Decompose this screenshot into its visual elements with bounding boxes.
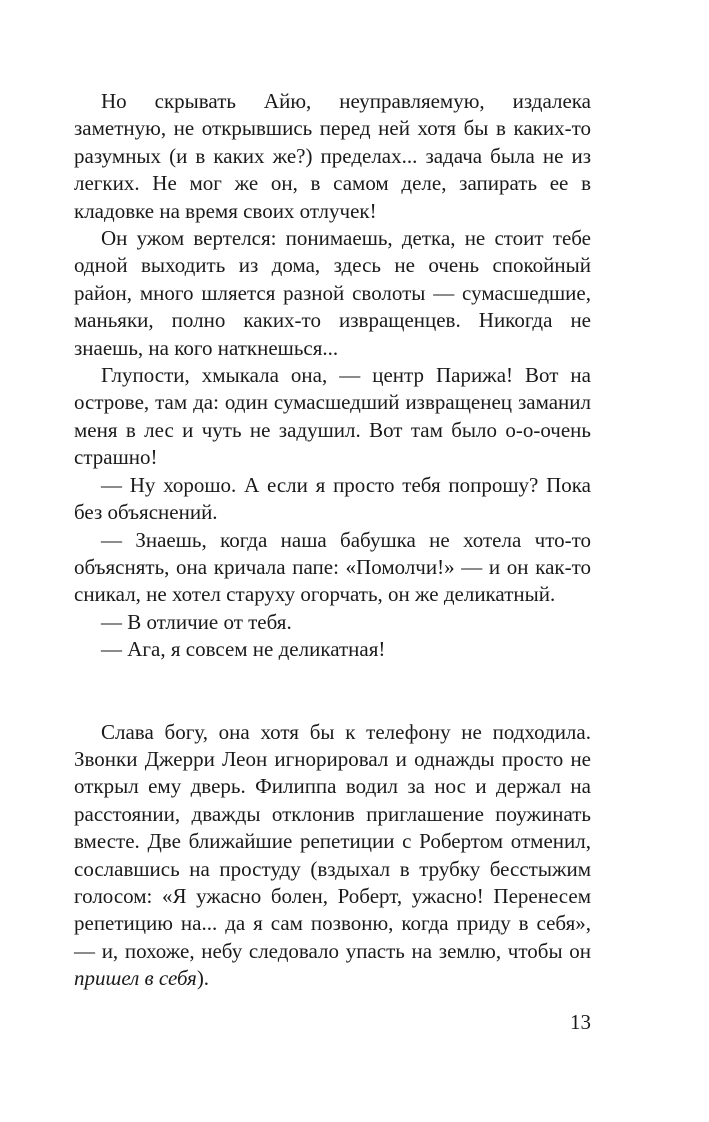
paragraph-text: Слава богу, она хотя бы к телефону не подходила. Звонки Джерри Леон игнорировал и однажды просто не открыл ему дверь. Филиппа водил за нос и держал на расстоянии, дважды отклонив приглашение поужинать вместе. Две ближайшие репетиции с Робертом отменил, сославшись на простуду (вздыхал в трубку бесстыжим голосом: «Я ужасно болен, Роберт, ужасно! Перенесем репетицию на... да я сам позвоню, когда приду в себя», — и, похоже, небу следовало упасть на землю, чтобы он <box>74 719 591 963</box>
paragraph: Он ужом вертелся: понимаешь, детка, не стоит тебе одной выходить из дома, здесь не очень спокойный район, много шляется разной сволоты — сумасшедшие, маньяки, полно каких-то извращенцев. Никогда не знаешь, на кого наткнешься... <box>74 226 591 360</box>
section-break <box>74 664 591 719</box>
dialogue-line: — Ну хорошо. А если я просто тебя попрошу? Пока без объяснений. <box>74 472 591 525</box>
dialogue-line: — В отличие от тебя. <box>101 609 292 634</box>
page-number: 13 <box>570 1010 591 1034</box>
section-2 <box>74 719 591 993</box>
paragraph <box>74 719 591 993</box>
paragraph: Глупости, хмыкала она, — центр Парижа! Вот на острове, там да: один сумасшедший извращенец заманил меня в лес и чуть не задушил. Вот там было о-о-очень страшно! <box>74 363 591 470</box>
paragraph: Но скрывать Айю, неуправляемую, издалека заметную, не открывшись перед ней хотя бы в каких-то разумных (и в каких же?) пределах... задача была не из легких. Не мог же он, в самом деле, запирать ее в кладовке на время своих отлучек! <box>74 89 591 223</box>
section-1 <box>74 88 591 664</box>
book-page <box>74 88 591 993</box>
italic-phrase: пришел в себя <box>74 966 197 991</box>
paragraph-end: ). <box>196 966 210 991</box>
dialogue-line: — Знаешь, когда наша бабушка не хотела что-то объяснять, она кричала папе: «Помолчи!» — и он как-то сникал, не хотел старуху огорчать, он же деликатный. <box>74 527 591 607</box>
dialogue-line: — Ага, я совсем не деликатная! <box>101 637 386 662</box>
